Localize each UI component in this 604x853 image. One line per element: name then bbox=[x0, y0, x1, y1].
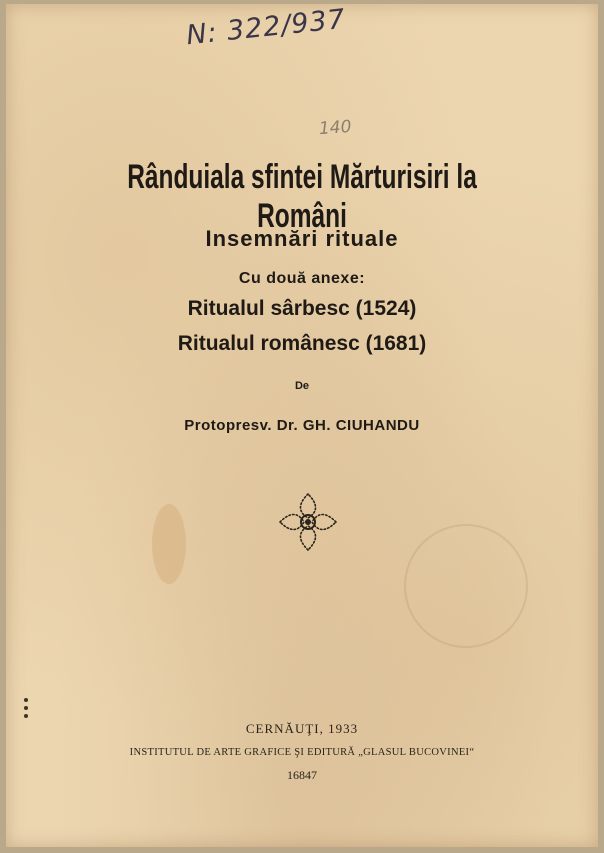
author-name: Protopresv. Dr. GH. CIUHANDU bbox=[184, 417, 420, 434]
imprint-print-number: 16847 bbox=[287, 768, 317, 782]
book-subtitle: Insemnări rituale bbox=[205, 226, 399, 251]
by-label: De bbox=[294, 380, 310, 392]
paper-stain bbox=[152, 504, 186, 584]
annex-item: Ritualul românesc (1681) bbox=[177, 332, 427, 355]
book-title: Rânduiala sfintei Mărturisiri la Români bbox=[127, 158, 477, 235]
faded-stamp bbox=[404, 524, 528, 648]
pencil-note: 140 bbox=[318, 116, 353, 140]
binding-holes bbox=[24, 698, 30, 718]
annex-item: Ritualul sârbesc (1524) bbox=[187, 297, 417, 320]
handwritten-inventory-number: N: 322/937 bbox=[184, 4, 348, 52]
imprint-city-year: CERNĂUŢI, 1933 bbox=[245, 721, 359, 736]
imprint-publisher: INSTITUTUL DE ARTE GRAFICE ŞI EDITURĂ „GLASUL BUCOVINEI“ bbox=[129, 747, 475, 758]
annex-heading: Cu două anexe: bbox=[238, 270, 366, 287]
floral-ornament-icon bbox=[276, 490, 340, 554]
